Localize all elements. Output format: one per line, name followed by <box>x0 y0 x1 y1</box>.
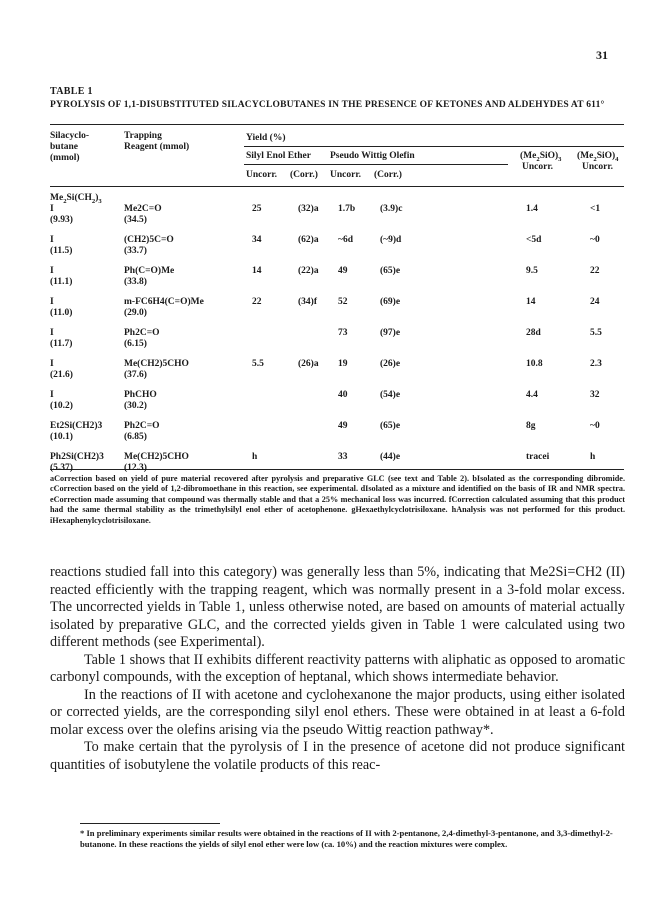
table-cell-se-c: (26)a <box>298 359 319 369</box>
table-cell-s1: I <box>50 328 54 338</box>
table-cell-se-c: (34)f <box>298 297 317 307</box>
header-trapping-1: Trapping <box>124 131 162 141</box>
table-cell-m4: 24 <box>590 297 600 307</box>
table-cell-se-u: h <box>252 452 258 462</box>
table-cell-pw-u: 49 <box>338 266 348 276</box>
table-cell-pw-c: (54)e <box>380 390 401 400</box>
table-cell-m3: 9.5 <box>526 266 538 276</box>
table-cell-pw-u: 49 <box>338 421 348 431</box>
table-cell-r1: Me(CH2)5CHO <box>124 359 189 369</box>
header-corr-pw: (Corr.) <box>374 170 402 180</box>
table-cell-pw-c: (26)e <box>380 359 401 369</box>
header-yield: Yield (%) <box>246 133 286 143</box>
table-cell-m4: 22 <box>590 266 600 276</box>
table-cell-se-u: 25 <box>252 204 262 214</box>
table-cell-r2: (29.0) <box>124 308 147 318</box>
paragraph-4: To make certain that the pyrolysis of I in the presence of acetone did not produce significant quantities of isobutylene the volatile products of this reac- <box>50 739 625 773</box>
header-uncorr-se: Uncorr. <box>246 170 278 180</box>
table-cell-r1: (CH2)5C=O <box>124 235 174 245</box>
table-cell-pw-c: (65)e <box>380 421 401 431</box>
table-top-rule <box>50 124 624 125</box>
yield-rule <box>244 146 624 147</box>
table-cell-r2: (33.7) <box>124 246 147 256</box>
table-cell-r2: (34.5) <box>124 215 147 225</box>
table-cell-m3: 1.4 <box>526 204 538 214</box>
paragraph-2: Table 1 shows that II exhibits different reactivity patterns with aliphatic as opposed to aromatic carbonyl compounds, with the exception of heptanal, which shows intermediate behavior. <box>50 651 625 685</box>
table-cell-r1: Me(CH2)5CHO <box>124 452 189 462</box>
table-cell-m3: 28d <box>526 328 541 338</box>
table-cell-pw-u: 73 <box>338 328 348 338</box>
header-me2sio4: $(Me_2SiO)_4$ <box>577 151 619 163</box>
table-title: PYROLYSIS OF 1,1-DISUBSTITUTED SILACYCLOBUTANES IN THE PRESENCE OF KETONES AND ALDEHYDES AT 611° <box>50 100 605 110</box>
table-cell-m4: <1 <box>590 204 601 214</box>
table-cell-s1: I <box>50 266 54 276</box>
table-cell-r1: Ph2C=O <box>124 421 160 431</box>
table-cell-pw-u: 1.7b <box>338 204 356 214</box>
table-cell-r2: (33.8) <box>124 277 147 287</box>
table-cell-s2: (9.93) <box>50 215 73 225</box>
table-cell-s1: I <box>50 235 54 245</box>
table-cell-s1: I <box>50 297 54 307</box>
table-cell-s1: I <box>50 390 54 400</box>
table-cell-s2: (10.1) <box>50 432 73 442</box>
table-cell-m4: ~0 <box>590 235 600 245</box>
table-footnotes <box>50 474 625 526</box>
table-cell-pw-u: 40 <box>338 390 348 400</box>
header-corr-se: (Corr.) <box>290 170 318 180</box>
header-silacyclobutane-3: (mmol) <box>50 153 80 163</box>
table-cell-s2: (11.5) <box>50 246 73 256</box>
table-cell-r1: Ph(C=O)Me <box>124 266 175 276</box>
table-cell-pw-c: (~9)d <box>380 235 402 245</box>
page-number: 31 <box>596 48 608 62</box>
header-bottom-rule <box>50 186 624 187</box>
table-cell-r2: (37.6) <box>124 370 147 380</box>
group-label-me2si: $Me_2Si(CH_2)_3$ <box>50 193 102 205</box>
table-cell-s2: (5.37) <box>50 463 73 473</box>
table-cell-se-u: 34 <box>252 235 262 245</box>
body-text <box>50 564 625 774</box>
table-cell-r1: Ph2C=O <box>124 328 160 338</box>
table-cell-m4: 5.5 <box>590 328 602 338</box>
table-cell-r2: (6.85) <box>124 432 147 442</box>
table-cell-pw-u: 33 <box>338 452 348 462</box>
table-cell-se-c: (32)a <box>298 204 319 214</box>
header-uncorr-pw: Uncorr. <box>330 170 362 180</box>
subheader-rule <box>244 164 508 165</box>
paragraph-1: reactions studied fall into this category) was generally less than 5%, indicating that Me2Si=CH2 (II) reacted efficiently with the trapping reagent, which was normally present in a 3-fold molar excess. The uncorrected yields in Table 1, unless otherwise noted, are based on amounts of material actually isolated by preparative GLC, and the corrected yields given in Table 1 were calculated using two different methods (see Experimental). <box>50 564 625 650</box>
table-cell-pw-c: (3.9)c <box>380 204 403 214</box>
table-cell-s1: Et2Si(CH2)3 <box>50 421 103 431</box>
table-cell-se-u: 22 <box>252 297 262 307</box>
table-cell-se-c: (22)a <box>298 266 319 276</box>
header-silacyclobutane-2: butane <box>50 142 78 152</box>
table-cell-s1: I <box>50 359 54 369</box>
table-cell-r2: (12.3) <box>124 463 147 473</box>
table-cell-s2: (11.0) <box>50 308 73 318</box>
page-footnote: * In preliminary experiments similar results were obtained in the reactions of II with 2-pentanone, 2,4-dimethyl-3-pentanone, and 3,3-dimethyl-2-butanone. In these reactions the yields of silyl enol ether were low (ca. 10%) and the reaction mixtures were complex. <box>80 828 613 849</box>
table-cell-pw-c: (44)e <box>380 452 401 462</box>
header-pseudo-wittig: Pseudo Wittig Olefin <box>330 151 415 161</box>
table-label: TABLE 1 <box>50 86 93 97</box>
table-cell-r2: (30.2) <box>124 401 147 411</box>
table-cell-r1: PhCHO <box>124 390 157 400</box>
table-cell-pw-u: 19 <box>338 359 348 369</box>
table-cell-s2: (11.1) <box>50 277 73 287</box>
header-silacyclobutane-1: Silacyclo- <box>50 131 90 141</box>
table-cell-r1: Me2C=O <box>124 204 162 214</box>
table-cell-s2: (10.2) <box>50 401 73 411</box>
table-cell-pw-c: (69)e <box>380 297 401 307</box>
table-cell-r2: (6.15) <box>124 339 147 349</box>
table-cell-s2: (11.7) <box>50 339 73 349</box>
paragraph-3: In the reactions of II with acetone and cyclohexanone the major products, using either isolated or corrected yields, are the corresponding silyl enol ethers. These were obtained in at least a 6-fold molar excess over the olefins arising via the pseudo Wittig reaction pathway*. <box>50 686 625 738</box>
table-cell-m3: 14 <box>526 297 536 307</box>
table-cell-pw-c: (97)e <box>380 328 401 338</box>
footnote-rule <box>80 823 220 824</box>
table-cell-m4: 2.3 <box>590 359 602 369</box>
header-silyl-enol-ether: Silyl Enol Ether <box>246 151 311 161</box>
table-cell-se-c: (62)a <box>298 235 319 245</box>
table-cell-m3: <5d <box>526 235 542 245</box>
table-cell-pw-u: 52 <box>338 297 348 307</box>
table-cell-s1: Ph2Si(CH2)3 <box>50 452 104 462</box>
table-cell-m4: ~0 <box>590 421 600 431</box>
header-uncorr-m3: Uncorr. <box>522 162 554 172</box>
table-cell-s1: I <box>50 204 54 214</box>
table-cell-m4: h <box>590 452 596 462</box>
header-me2sio3: $(Me_2SiO)_3$ <box>520 151 562 163</box>
table-cell-m3: tracei <box>526 452 550 462</box>
table-cell-m4: 32 <box>590 390 600 400</box>
footnotes-text: aCorrection based on yield of pure material recovered after pyrolysis and preparative GLC (see text and Table 2). bIsolated as the corresponding dibromide. cCorrection based on the yield of 1,2-dibromoethane in this reaction, see experimental. dIsolated as a mixture and identified on the basis of IR and NMR spectra. eCorrection made assuming that compound was thermally stable and that a 25% mechanical loss was incurred. fCorrection calculated assuming that this product had the same thermal stability as the trimethylsilyl enol ether of acetophenone. gHexaethylcyclotrisiloxane. hAnalysis was not performed for this product. iHexaphenylcyclotrisiloxane. <box>50 474 625 525</box>
table-cell-se-u: 5.5 <box>252 359 264 369</box>
table-cell-s2: (21.6) <box>50 370 73 380</box>
table-cell-r1: m-FC6H4(C=O)Me <box>124 297 204 307</box>
header-trapping-2: Reagent (mmol) <box>124 142 190 152</box>
header-uncorr-m4: Uncorr. <box>582 162 614 172</box>
table-cell-se-u: 14 <box>252 266 262 276</box>
table-cell-pw-u: ~6d <box>338 235 353 245</box>
table-cell-m3: 10.8 <box>526 359 543 369</box>
table-cell-m3: 8g <box>526 421 536 431</box>
table-cell-pw-c: (65)e <box>380 266 401 276</box>
table-cell-m3: 4.4 <box>526 390 538 400</box>
